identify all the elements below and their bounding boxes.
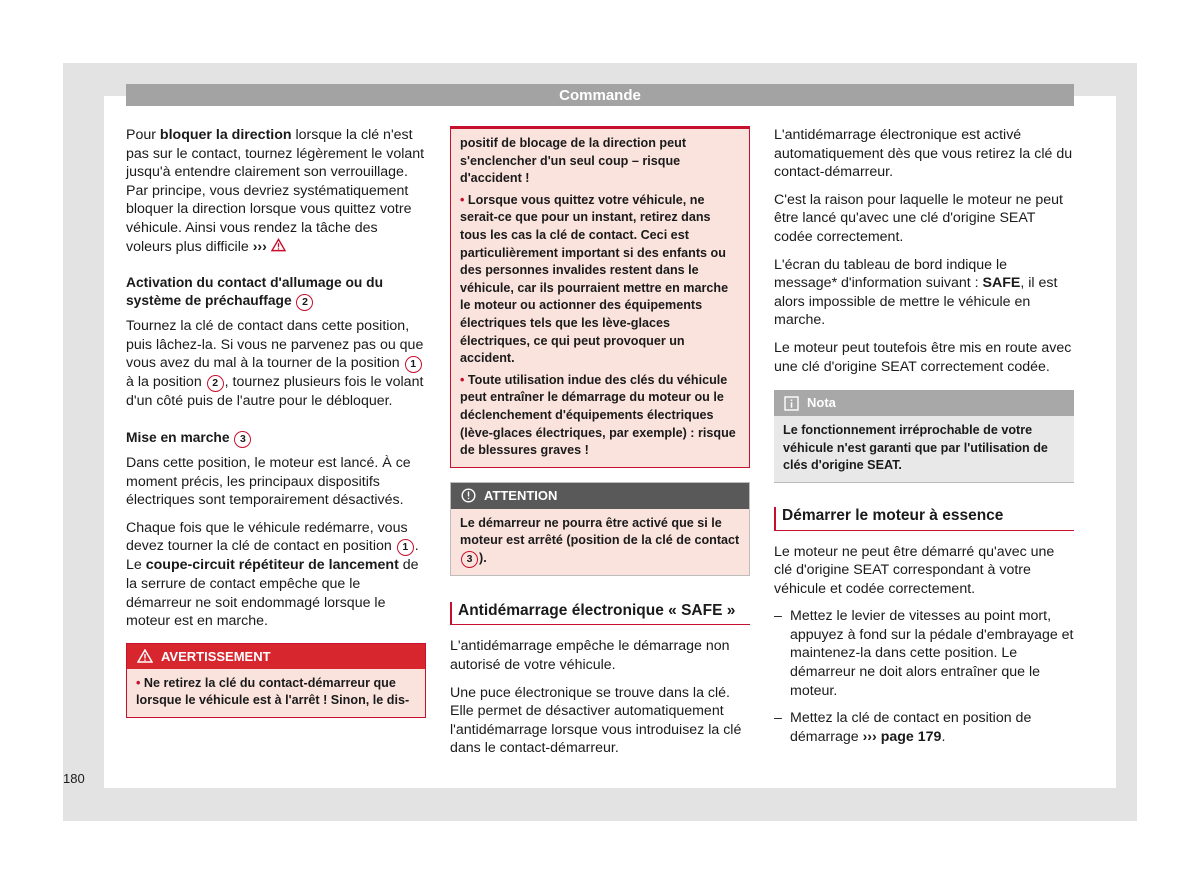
position-2-marker: 2 (296, 294, 313, 311)
list-item: – Mettez le levier de vitesses au point mort, appuyez à fond sur la pédale d'embrayage et maintenez-la dans cette position. Le démarreur ne doit alors entraîner que le moteur. (774, 608, 1074, 699)
warning-body-continued: positif de blocage de la direction peut s'enclencher d'un seul coup – risque d'accident ! • Lorsque vous quittez votre véhicule, ne serait-ce que pour un instant, retirez dans tous les cas la clé de contact. Ceci est particulièrement important si des enfants ou des personnes invalides restent dans le véhicule, car ils pourraient mettre en marche le moteur ou actionner des équipements électriques tels que les lève-glaces électriques, ce qui peut provoquer un accident. • Toute utilisation indue des clés du véhicule peut entraîner le démarrage du moteur ou le déclenchement d'équipements électriques (lève-glaces électriques, par exemple) : risque de blessures graves ! (460, 136, 736, 458)
section-title-petrol-start: Démarrer le moteur à essence (774, 507, 1074, 531)
chapter-header: Commande (126, 84, 1074, 106)
warning-triangle-icon (137, 649, 153, 663)
page-number: 180 (63, 771, 85, 786)
info-icon (784, 396, 799, 411)
cross-reference-arrows[interactable]: ››› (862, 728, 877, 745)
paragraph-chip: Une puce électronique se trouve dans la clé. Elle permet de désactiver automatiquement l'antidémarrage lorsque vous introduisez la clé dans le contact-démarreur. (450, 684, 742, 757)
paragraph-immobilizer: L'antidémarrage empêche le démarrage non autorisé de votre véhicule. (450, 638, 730, 674)
note-box (774, 390, 1074, 483)
column-3 (774, 126, 1074, 755)
cross-reference-arrows[interactable]: ››› (252, 238, 267, 255)
list-item: – Mettez la clé de contact en position de démarrage ››› page 179. (774, 710, 1032, 745)
warning-box (126, 643, 426, 718)
heading-start: Mise en marche 3 (126, 429, 426, 448)
position-1-marker: 1 (397, 539, 414, 556)
column-2 (450, 126, 750, 767)
attention-body: Le démarreur ne pourra être activé que si le moteur est arrêté (position de la clé de contact 3 ). (451, 509, 749, 575)
exclamation-circle-icon (461, 488, 476, 503)
warning-header: AVERTISSEMENT (127, 644, 425, 669)
paragraph-coded-key: Le moteur peut toutefois être mis en route avec une clé d'origine SEAT correctement codée. (774, 339, 1072, 375)
column-1 (126, 126, 426, 718)
warning-box-continued (450, 126, 750, 468)
attention-box (450, 482, 750, 576)
attention-header: ATTENTION (451, 483, 749, 509)
paragraph-petrol-start: Le moteur ne peut être démarré qu'avec une clé d'origine SEAT correspondant à votre véhicule et codée correctement. (774, 543, 1055, 597)
note-header: Nota (774, 390, 1074, 416)
warning-body: • Ne retirez la clé du contact-démarreur que lorsque le véhicule est à l'arrêt ! Sinon, le dis- (136, 675, 410, 708)
paragraph-original-key: C'est la raison pour laquelle le moteur ne peut être lancé qu'avec une clé d'origine SEAT codée correctement. (774, 191, 1063, 245)
note-body: Le fonctionnement irréprochable de votre véhicule n'est garanti que par l'utilisation de clés d'origine SEAT. (783, 423, 1048, 473)
paragraph-safe-message: L'écran du tableau de bord indique le message* d'information suivant : SAFE, il est alors impossible de mettre le véhicule en marche. (774, 256, 1058, 329)
warning-triangle-icon (271, 238, 286, 252)
position-2-marker: 2 (207, 375, 224, 392)
position-1-marker: 1 (405, 356, 422, 373)
paragraph-steering-lock: Pour bloquer la direction lorsque la clé n'est pas sur le contact, tournez légèrement le volant jusqu'à entendre clairement son verrouillage. Par principe, vous devriez systématiquement bloquer la direction lorsque vous quittez votre véhicule. Ainsi vous rendez la tâche des voleurs plus difficile ››› (126, 127, 425, 255)
position-3-marker: 3 (234, 431, 251, 448)
paragraph-restart: Chaque fois que le véhicule redémarre, vous devez tourner la clé de contact en position 1 . Le coupe-circuit répétiteur de lancement de la serrure de contact empêche que le démarreur ne soit endommagé lorsque le moteur est en marche. (126, 519, 419, 630)
page-reference-link[interactable]: page 179 (880, 728, 942, 745)
position-3-marker: 3 (461, 551, 478, 568)
paragraph-start: Dans cette position, le moteur est lancé. À ce moment précis, les principaux dispositifs électriques sont temporairement désactivés. (126, 454, 411, 509)
paragraph-ignition: Tournez la clé de contact dans cette position, puis lâchez-la. Si vous ne parvenez pas ou que vous avez du mal à la tourner de la position 1 à la position 2 , tournez plusieurs fois le volant d'un côté puis de l'autre pour le débloquer. (126, 318, 424, 410)
heading-ignition: Activation du contact d'allumage ou du système de préchauffage 2 (126, 274, 426, 311)
section-title-safe: Antidémarrage électronique « SAFE » (450, 602, 750, 626)
paragraph-auto-activation: L'antidémarrage électronique est activé automatiquement dès que vous retirez la clé du contact-démarreur. (774, 127, 1073, 181)
